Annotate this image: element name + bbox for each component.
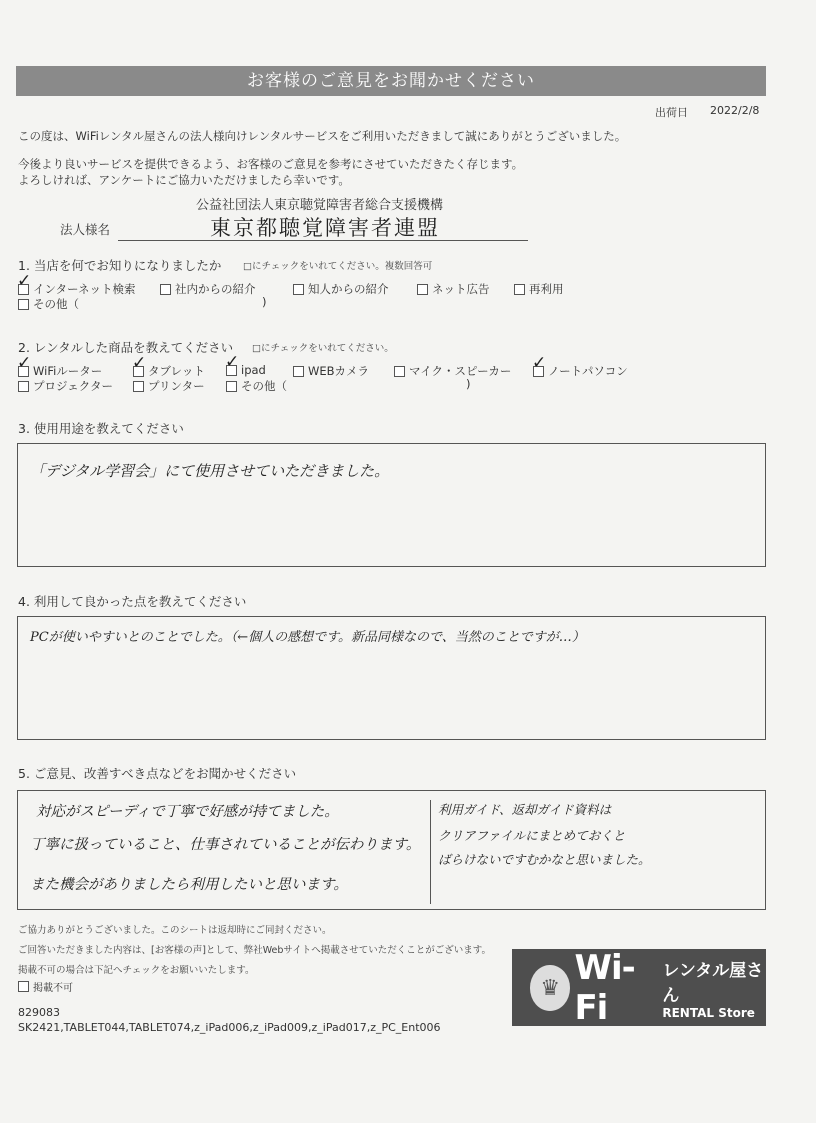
mascot-icon: ♛ [530,965,570,1011]
company-underline [118,240,528,241]
checkbox[interactable] [133,381,144,392]
footer-opt-out-note: 掲載不可の場合は下記へチェックをお願いいたします。 [18,965,255,976]
logo-wifi-text: Wi-Fi [574,947,635,1028]
checkbox[interactable] [394,366,405,377]
q1-option-other[interactable]: その他（ [18,296,79,312]
q5-heading: 5. ご意見、改善すべき点などをお聞かせください [18,766,297,781]
opt-out-checkbox-row[interactable]: 掲載不可 [18,979,73,994]
company-label: 法人様名 [60,222,111,237]
q2-option-web-camera[interactable]: WEBカメラ [293,363,369,379]
q2-other-close: ) [466,377,471,391]
shipping-label: 出荷日 [655,106,688,119]
checkbox[interactable] [18,381,29,392]
q1-option-internal-referral[interactable]: 社内からの紹介 [160,281,256,297]
q5-answer-left-1: 対応がスピーディで丁寧で好感が持てました。 [36,804,339,820]
q4-heading: 4. 利用して良かった点を教えてください [18,594,247,609]
q5-answer-right-2: クリアファイルにまとめておくと [438,828,626,843]
q3-answer: 「デジタル学習会」にて使用させていただきました。 [30,462,390,480]
q5-answer-left-3: また機会がありましたら利用したいと思います。 [30,877,348,893]
q1-option-internet-search[interactable]: ✓ インターネット検索 [18,281,135,297]
q2-option-other[interactable]: その他（ [226,378,287,394]
intro-line-2: 今後より良いサービスを提供できるよう、お客様のご意見を参考にさせていただきたく存じます。 [18,157,524,171]
shipping-date: 2022/2/8 [710,104,760,117]
company-org-line: 公益社団法人東京聴覚障害者総合支援機構 [196,198,444,213]
q2-option-wifi-router[interactable]: ✓ WiFiルーター [18,363,102,379]
opt-out-checkbox[interactable] [18,981,29,992]
checkbox-checked[interactable] [18,366,29,377]
checkbox[interactable] [160,284,171,295]
checkbox[interactable] [293,284,304,295]
q1-option-acquaintance[interactable]: 知人からの紹介 [293,281,389,297]
q2-option-mic-speaker[interactable]: マイク・スピーカー [394,363,511,379]
q5-answer-right-3: ばらけないですむかなと思いました。 [438,852,651,867]
page-title: お客様のご意見をお聞かせください [16,66,766,96]
q4-answer: PCが使いやすいとのことでした。（←個人の感想です。新品同様なので、当然のことですが…） [30,630,585,645]
footer-thanks: ご協力ありがとうございました。このシートは返却時にご同封ください。 [18,925,332,936]
checkbox[interactable] [514,284,525,295]
company-name: 東京都聴覚障害者連盟 [210,216,440,240]
q1-heading: 1. 当店を何でお知りになりましたか [18,258,222,273]
q2-option-tablet[interactable]: ✓ タブレット [133,363,205,379]
footer-rental-items: SK2421,TABLET044,TABLET074,z_iPad006,z_iPad009,z_iPad017,z_PC_Ent006 [18,1021,441,1034]
q1-option-reuse[interactable]: 再利用 [514,281,564,297]
q2-option-ipad[interactable]: ✓ ipad [226,363,266,377]
q3-heading: 3. 使用用途を教えてください [18,421,184,436]
q2-option-laptop[interactable]: ✓ ノートパソコン [533,363,628,379]
checkbox[interactable] [226,381,237,392]
q5-answer-left-2: 丁寧に扱っていること、仕事されていることが伝わります。 [30,837,421,853]
intro-line-1: この度は、WiFiレンタル屋さんの法人様向けレンタルサービスをご利用いただきまして誠にありがとうございました。 [18,129,627,143]
checkbox-checked[interactable] [226,365,237,376]
logo-en-text: RENTAL Store [662,1005,755,1020]
footer-code: 829083 [18,1006,60,1019]
q2-heading: 2. レンタルした商品を教えてください [18,340,234,355]
q1-note: □にチェックをいれてください。複数回答可 [243,261,433,272]
intro-line-3: よろしければ、アンケートにご協力いただけましたら幸いです。 [18,173,350,187]
q1-other-close: ) [262,295,267,309]
checkbox-checked[interactable] [133,366,144,377]
checkbox-checked[interactable] [18,284,29,295]
checkbox[interactable] [417,284,428,295]
q2-note: □にチェックをいれてください。 [252,343,394,354]
q2-option-printer[interactable]: プリンター [133,378,205,394]
q5-divider [430,800,431,904]
checkbox[interactable] [18,299,29,310]
checkbox[interactable] [293,366,304,377]
q5-answer-right-1: 利用ガイド、返却ガイド資料は [438,802,612,817]
logo-jp-text: レンタル屋さん [662,960,764,1006]
checkbox-checked[interactable] [533,366,544,377]
wifi-rental-logo [512,949,766,1026]
q2-option-projector[interactable]: プロジェクター [18,378,113,394]
footer-publish-note: ご回答いただきました内容は、[お客様の声]として、弊社Webサイトへ掲載させていただくことがございます。 [18,945,492,956]
q1-option-net-ad[interactable]: ネット広告 [417,281,490,297]
